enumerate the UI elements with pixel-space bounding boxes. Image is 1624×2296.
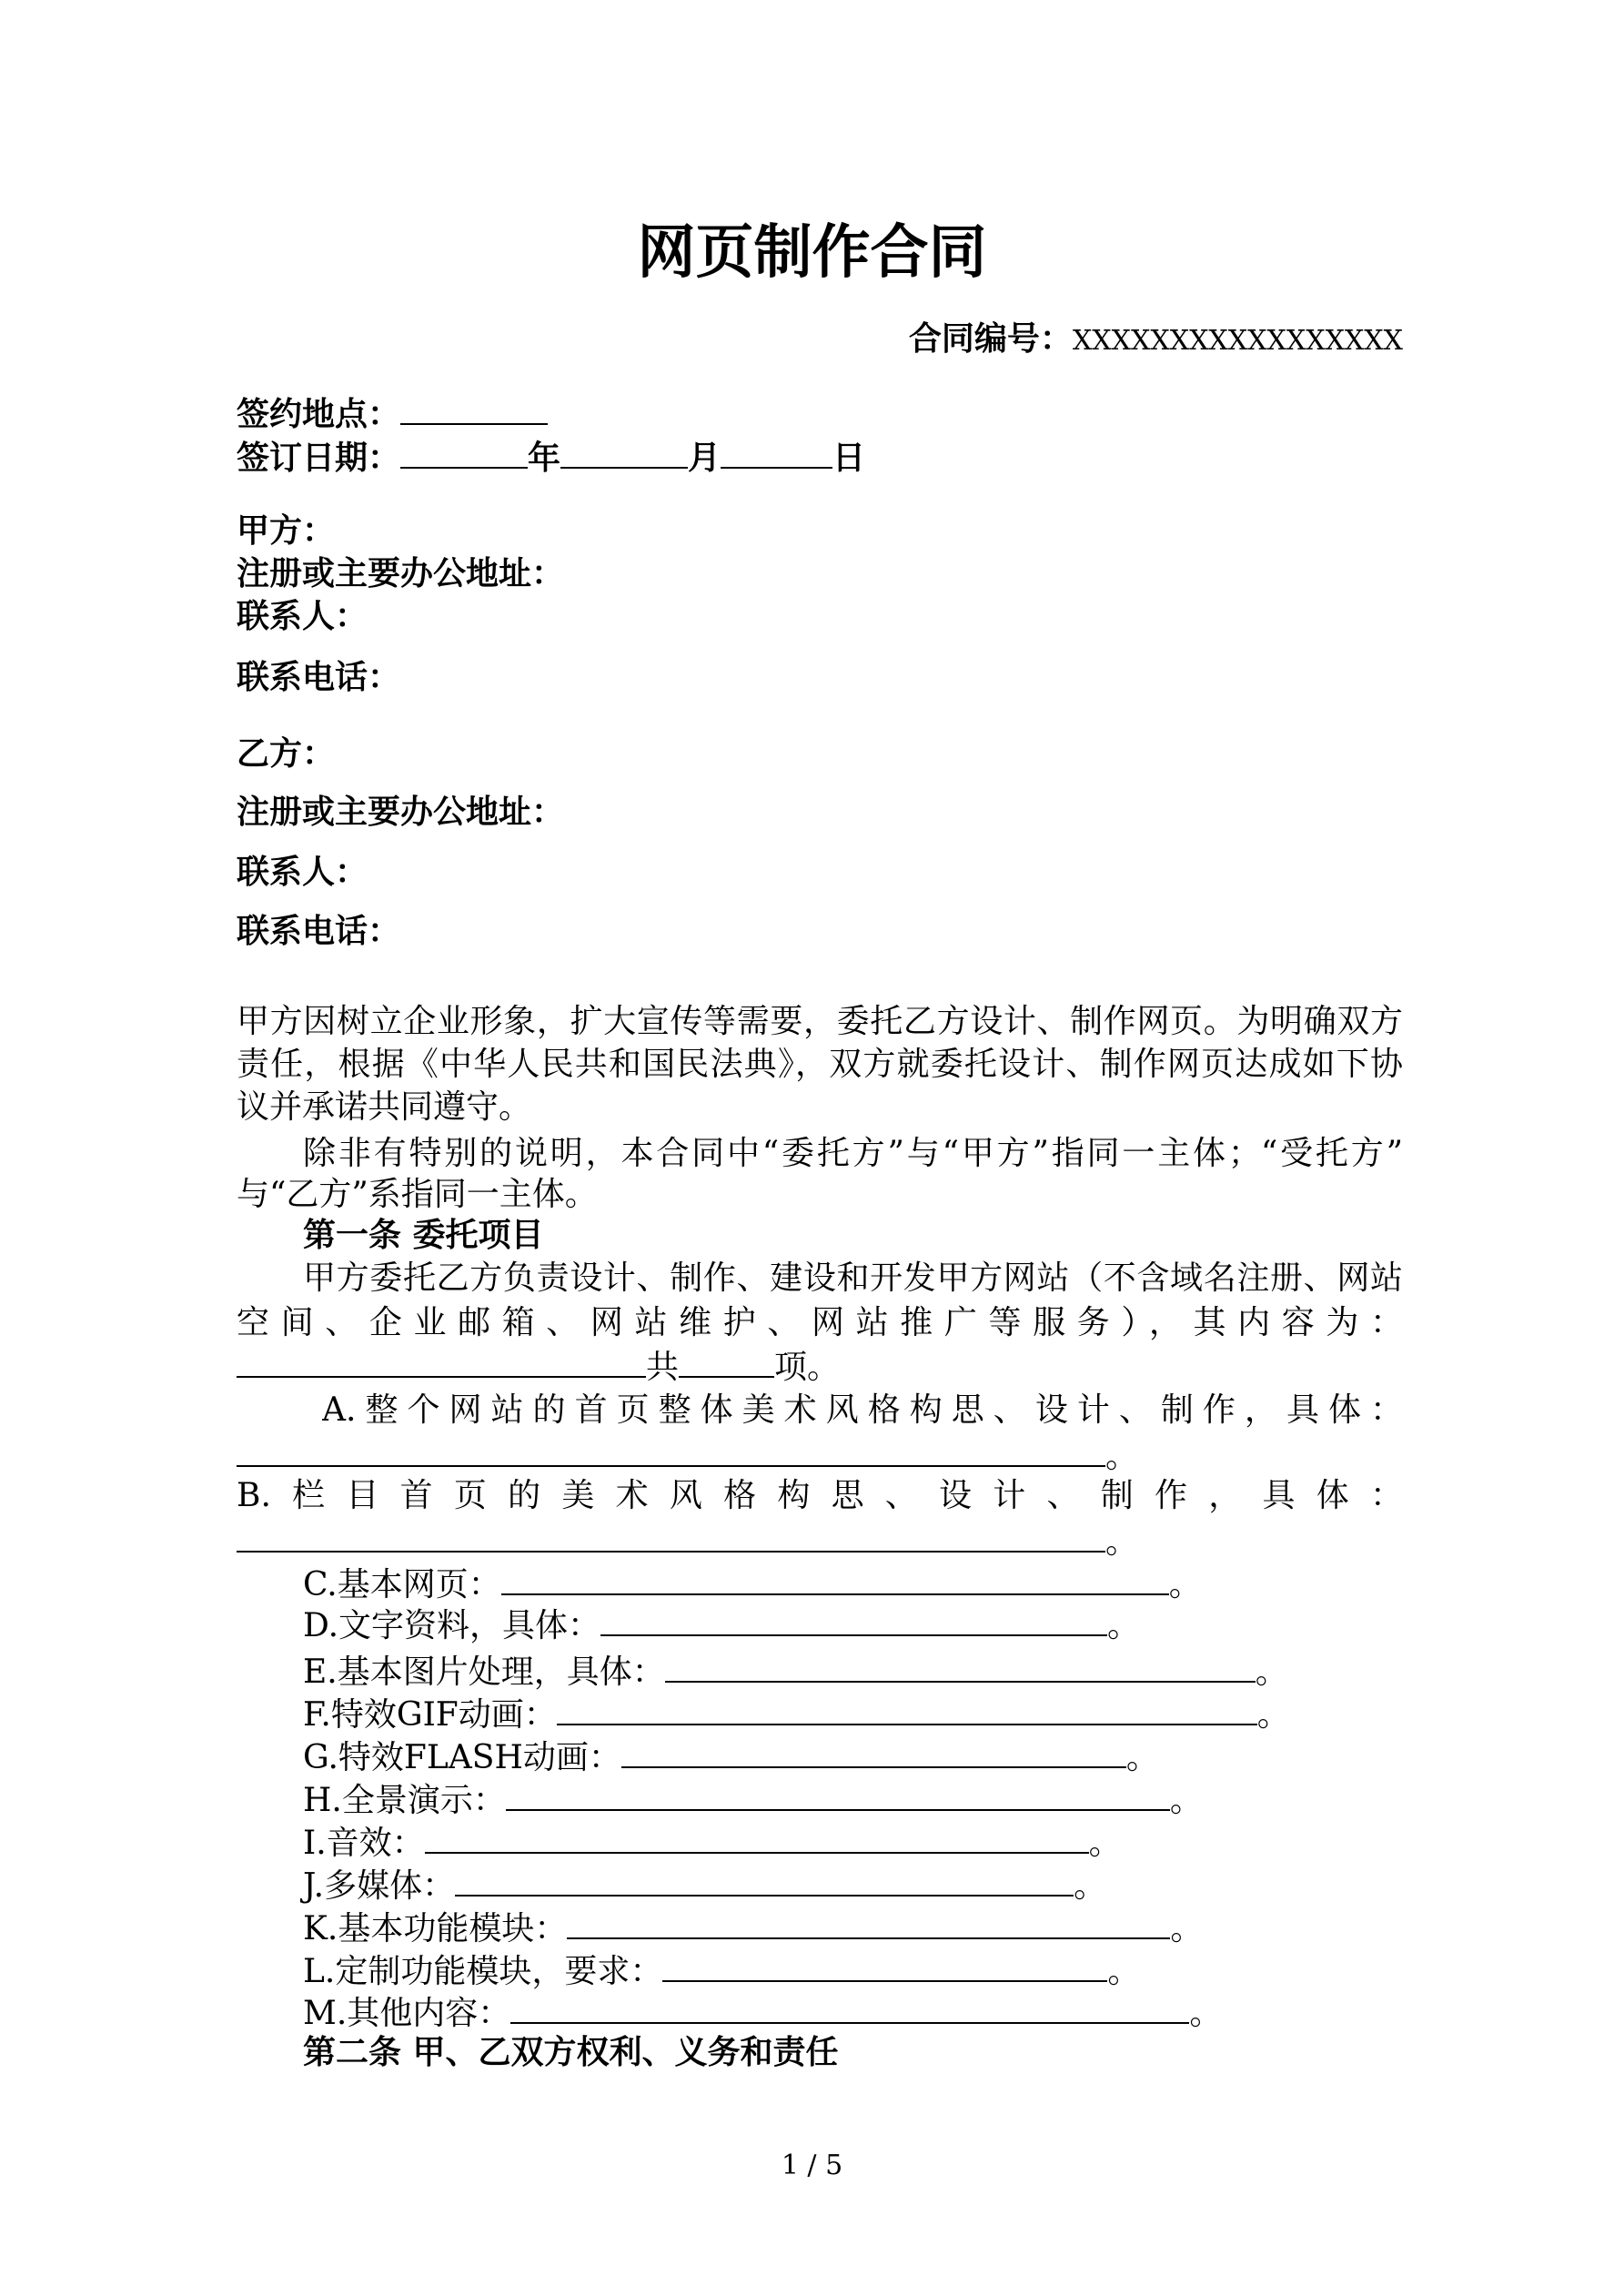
document-title: 网页制作合同	[637, 219, 987, 287]
item-label: C.基本网页：	[303, 1566, 501, 1603]
contract-number-value: XXXXXXXXXXXXXXXXX	[1072, 325, 1403, 357]
sign-place-label: 签约地点：	[237, 396, 401, 433]
party-b-label: 乙方：	[237, 735, 336, 773]
year-label: 年	[528, 440, 561, 477]
item-a: A.整个网站的首页整体美术风格构思、设计、制作，具体：	[322, 1391, 1403, 1429]
month-label: 月	[688, 440, 721, 477]
item-line	[303, 1603, 1403, 1645]
month-blank	[560, 436, 688, 469]
item-line	[303, 1821, 1403, 1863]
period: 。	[1074, 1867, 1107, 1905]
day-blank	[721, 436, 832, 469]
preamble-line: 甲方因树立企业形象，扩大宣传等需要，委托乙方设计、制作网页。为明确双方	[237, 1003, 1403, 1040]
preamble-line: 除非有特别的说明，本合同中“委托方”与“甲方”指同一主体；“受托方”	[303, 1135, 1403, 1172]
day-label: 日	[832, 440, 866, 477]
item-line	[303, 1650, 1403, 1692]
article-1-heading: 第一条 委托项目	[303, 1217, 544, 1254]
item-line	[303, 1735, 1403, 1777]
period: 。	[1255, 1654, 1288, 1691]
sign-date-line	[237, 436, 1403, 478]
item-blank	[425, 1821, 1089, 1854]
item-label: D.文字资料，具体：	[303, 1607, 601, 1644]
period: 。	[1125, 1739, 1159, 1776]
items-label: 项。	[774, 1349, 841, 1386]
preamble-line: 议并承诺共同遵守。	[237, 1088, 532, 1126]
sign-date-label: 签订日期：	[237, 440, 401, 477]
sign-place-blank	[400, 392, 548, 425]
item-blank	[506, 1778, 1170, 1811]
item-blank	[600, 1603, 1107, 1636]
item-label: L.定制功能模块，要求：	[303, 1953, 663, 1990]
item-a-blank-line	[237, 1434, 1403, 1476]
item-blank	[510, 1991, 1189, 2024]
item-line	[303, 1991, 1403, 2033]
period: 。	[1105, 1438, 1139, 1475]
period: 。	[1169, 1782, 1203, 1819]
item-line	[303, 1563, 1403, 1604]
content-blank	[237, 1345, 646, 1378]
party-a-contact: 联系人：	[237, 598, 368, 635]
item-blank	[662, 1949, 1107, 1982]
page-number: 1 / 5	[781, 2149, 843, 2181]
item-label: H.全景演示：	[303, 1782, 506, 1819]
article-2-heading: 第二条 甲、乙双方权利、义务和责任	[303, 2034, 839, 2071]
period: 。	[1256, 1696, 1290, 1734]
article-1-line: 空间、企业邮箱、网站维护、网站推广等服务），其内容为：	[237, 1304, 1403, 1341]
period: 。	[1107, 1953, 1141, 1990]
item-line	[303, 1949, 1403, 1991]
item-b-blank	[237, 1520, 1105, 1553]
item-blank	[557, 1693, 1257, 1725]
preamble-line: 与“乙方”系指同一主体。	[237, 1176, 598, 1213]
item-label: M.其他内容：	[303, 1995, 511, 2032]
item-blank	[455, 1864, 1074, 1896]
item-blank	[501, 1563, 1169, 1595]
period: 。	[1088, 1825, 1122, 1862]
period: 。	[1168, 1566, 1202, 1603]
item-blank	[621, 1735, 1126, 1768]
article-1-line: 甲方委托乙方负责设计、制作、建设和开发甲方网站（不含域名注册、网站	[303, 1259, 1403, 1297]
count-blank	[679, 1345, 774, 1378]
period: 。	[1170, 1910, 1204, 1947]
item-a-blank	[237, 1434, 1105, 1467]
contract-number	[909, 319, 1403, 362]
party-a-phone: 联系电话：	[237, 659, 401, 696]
item-line	[303, 1693, 1403, 1735]
period: 。	[1105, 1523, 1139, 1561]
period: 。	[1189, 1995, 1223, 2032]
total-label: 共	[646, 1349, 680, 1386]
party-b-contact: 联系人：	[237, 854, 368, 891]
party-a-address: 注册或主要办公地址：	[237, 555, 565, 592]
sign-place-line	[237, 392, 1403, 434]
item-line	[303, 1778, 1403, 1820]
item-b-blank-line	[237, 1520, 1403, 1562]
item-label: K.基本功能模块：	[303, 1910, 568, 1947]
year-blank	[400, 436, 528, 469]
period: 。	[1107, 1607, 1141, 1644]
item-label: J.多媒体：	[303, 1867, 456, 1905]
preamble-line: 责任，根据《中华人民共和国民法典》，双方就委托设计、制作网页达成如下协	[237, 1046, 1403, 1083]
item-label: F.特效GIF动画：	[303, 1696, 557, 1734]
item-blank	[567, 1907, 1170, 1939]
item-label: G.特效FLASH动画：	[303, 1739, 621, 1776]
party-a-label: 甲方：	[237, 512, 336, 550]
contract-number-label: 合同编号：	[908, 320, 1073, 358]
item-line	[303, 1907, 1403, 1948]
item-blank	[665, 1650, 1256, 1683]
item-line	[303, 1864, 1403, 1906]
article-1-total-line	[237, 1345, 1403, 1387]
item-label: E.基本图片处理，具体：	[303, 1654, 665, 1691]
item-label: I.音效：	[303, 1825, 425, 1862]
party-b-phone: 联系电话：	[237, 913, 401, 950]
item-b: B.栏目首页的美术风格构思、设计、制作，具体：	[237, 1477, 1403, 1514]
party-b-address: 注册或主要办公地址：	[237, 794, 565, 831]
